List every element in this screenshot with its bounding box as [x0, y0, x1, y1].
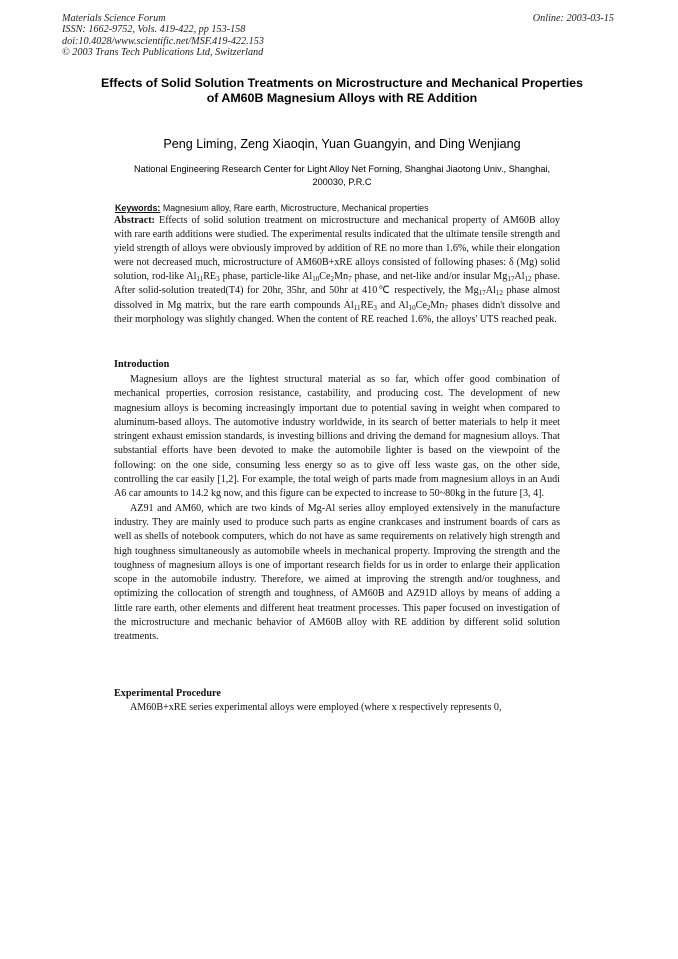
journal-header — [62, 13, 264, 58]
abstract-text: phase, and net-like and/or insular Mg — [351, 271, 508, 283]
abstract-text: Effects of solid solution treatment on microstructure and mechanical property of AM60B alloy with rare earth additions were studied. The experimental results indicated that the ultimate tensile strength and yield strength of alloys were obviously improved by addition of RE no more than 1.6%, while their elongation were not decreased much, microstructure of AM60B+xRE alloys consisted of following phases: δ (Mg) solid solution, rod-like Al — [114, 215, 561, 283]
experimental-heading: Experimental Procedure — [114, 688, 221, 699]
introduction-heading: Introduction — [114, 359, 170, 370]
abstract-text: RE — [360, 299, 374, 311]
introduction-paragraph-1: Magnesium alloys are the lightest structural material as so far, which offer good combination of mechanical properties, corrosion resistance, castability, and producing cost. The development of new magnesium alloys is becoming increasingly important due to potential saving in weight when compared to aluminum-based alloys. The automotive industry worldwide, in its search of better materials to help it meet stringent exhaust emission standards, is investing billions and driving the demand for magnesium alloys. That substantial efforts have been devoted to make the automobile lighter is based on the viewpoint of the following: on the one side, consuming less energy so as to give off less waste gas, on the other side, controlling the car easily [1,2]. For example, the total weigh of parts made from magnesium alloys in an Audi A6 car amounts to 14.2 kg now, and this figure can be expected to increase to 50~80kg in the future [3, 4]. — [114, 374, 560, 500]
subscript: 2 — [426, 303, 431, 312]
subscript: 3 — [373, 303, 377, 312]
keywords-label: Keywords: — [115, 203, 161, 213]
paper-authors: Peng Liming, Zeng Xiaoqin, Yuan Guangyin, and Ding Wenjiang — [163, 137, 521, 151]
subscript: 2 — [330, 275, 335, 284]
subscript: 12 — [495, 289, 503, 298]
journal-name: Materials Science Forum — [62, 13, 166, 24]
introduction-body — [114, 373, 560, 645]
keywords-text: Magnesium alloy, Rare earth, Microstructure, Mechanical properties — [162, 203, 429, 213]
online-date: Online: 2003-03-15 — [532, 13, 614, 24]
subscript: 7 — [348, 275, 352, 284]
subscript: 7 — [444, 303, 448, 312]
author-affiliation: National Engineering Research Center for Light Alloy Net Forning, Shanghai Jiaotong Univ., Shanghai, 200030, P.R.C — [133, 164, 551, 187]
abstract-text: Ce — [319, 271, 331, 283]
subscript: 17 — [478, 289, 486, 298]
experimental-body — [114, 701, 560, 715]
abstract-text: phase. After solid-solution treated(T4) for 20hr, 35hr, and 50hr at 410℃ respectively, the Mg — [114, 271, 560, 297]
subscript: 10 — [408, 303, 416, 312]
doi-line[interactable]: doi:10.4028/www.scientific.net/MSF.419-422.153 — [62, 35, 264, 47]
experimental-paragraph-1: AM60B+xRE series experimental alloys were employed (where x respectively represents 0, — [130, 702, 502, 713]
subscript: 11 — [353, 303, 361, 312]
paper-title: Effects of Solid Solution Treatments on Microstructure and Mechanical Properties of AM60B Magnesium Alloys with RE Addition — [101, 76, 583, 105]
introduction-paragraph-2: AZ91 and AM60, which are two kinds of Mg-Al series alloy employed extensively in the manufacture industry. They are mainly used to produce such parts as engine crankcases and instrument boards of cars as well as shells of notebook computers, which do not have as same requirements on relatively high strength and high toughness simultaneously as automobile wheels in mechanical property. Improving the strength and the toughness of magnesium alloys is one of important research fields for us in order to enlarge their application scope in the automobile industry. Therefore, we aimed at improving the strength and/or toughness, and optimizing the collocation of strength and toughness, of AM60B and AZ91D alloys by means of adding a little rare earth, other elements and different heat treatment processes. This paper focused on investigation of the microstructure and mechanic behavior of AM60B alloy with RE addition by different solid solution treatments. — [114, 502, 560, 643]
subscript: 10 — [312, 275, 320, 284]
abstract-text: phase, particle-like Al — [219, 271, 313, 283]
abstract-text: Mn — [334, 271, 349, 283]
abstract-text: Mn — [430, 299, 445, 311]
subscript: 11 — [196, 275, 204, 284]
abstract-text: phase almost dissolved in Mg matrix, but the rare earth compounds Al — [114, 285, 560, 311]
subscript: 17 — [507, 275, 515, 284]
abstract-text: phases didn't dissolve and their morphology was slightly changed. When the content of RE reached 1.6%, the alloys' UTS reached peak. — [114, 299, 560, 325]
abstract-text: and Al — [376, 299, 409, 311]
abstract-text: Ce — [415, 299, 427, 311]
abstract-text: Al — [485, 285, 496, 297]
issn-line: ISSN: 1662-9752, Vols. 419-422, pp 153-158 — [62, 24, 246, 36]
subscript: 3 — [216, 275, 220, 284]
keywords — [115, 203, 563, 214]
copyright-line: © 2003 Trans Tech Publications Ltd, Switzerland — [62, 46, 264, 58]
abstract-text: Al — [514, 271, 525, 283]
abstract — [114, 214, 560, 327]
abstract-text: RE — [203, 271, 217, 283]
subscript: 12 — [524, 275, 532, 284]
abstract-label: Abstract: — [114, 215, 155, 226]
